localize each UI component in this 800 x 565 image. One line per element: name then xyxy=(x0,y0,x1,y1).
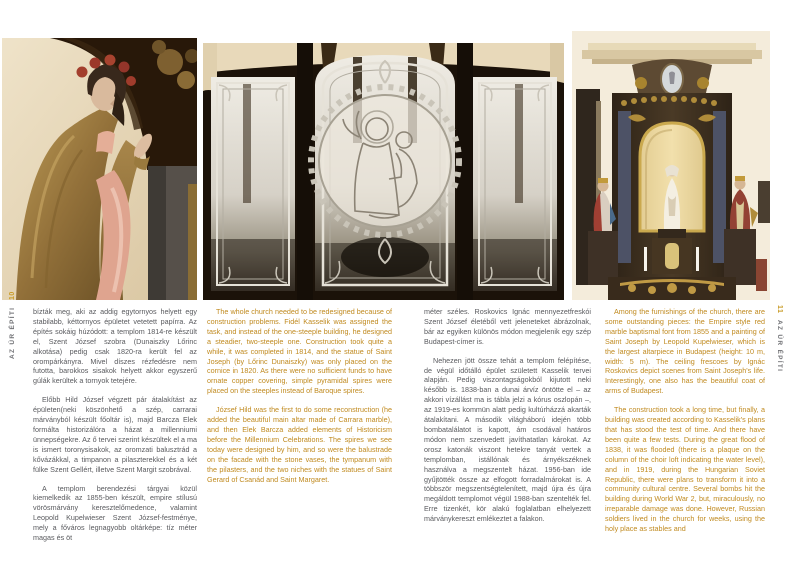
right-page-margin-label xyxy=(776,305,783,373)
column-english-right xyxy=(605,307,765,543)
statue-photo xyxy=(2,38,197,300)
paragraph: bízták meg, aki az addig egytornyos helyett egy stabilabb, kéttornyos épületet vetetett papírra. Az építés sokáig húzódott: a templom 1814-re készült el, Szent József szobra (Dunaiszky Lőrinc alkotása) pedig csak 1820-ra került fel az orompárkányra. Mivel díszes rézfedésre nem futotta, barokkos sisakok helyett akkor egyszerű gúlák kerültek a tornyok tetejére. xyxy=(33,307,197,386)
column-hungarian-right xyxy=(424,307,591,533)
column-english-left xyxy=(207,307,392,493)
altar-illustration xyxy=(572,31,770,300)
page-number: 11 xyxy=(776,305,783,314)
altar-photo xyxy=(572,31,770,300)
etched-glass-photo xyxy=(203,43,564,300)
statue-illustration xyxy=(2,38,197,300)
paragraph: A templom berendezési tárgyai közül kiemelkedik az 1855-ben készült, empire stílusú vörösmárvány keresztelőmedence, valamint Leopold Kupelwieser Szent József-festménye, mely a főváros legnagyobb oltárképe: tíz méter magas és öt xyxy=(33,483,197,543)
paragraph: The whole church needed to be redesigned because of construction problems. Fidél Kasselik was assigned the task, and instead of the one-steeple building, he designed a steadier, two-steeple one. Construction took quite a while, it was completed in 1814, and the statue of Saint Joseph (by Lőrinc Dunaiszky) was only placed on the cornice in 1820. As there were no sufficient funds to have ornate copper covering, simple pyramidal spires were placed on the steeples instead of Baroque spires. xyxy=(207,307,392,396)
chapter-title: AZ ÚR ÉPÍTI xyxy=(776,320,783,373)
paragraph: József Hild was the first to do some reconstruction (he added the beautiful main altar made of Carrara marble), and then Elek Barcza added elements of Historicism before the Millennium Celebrations. The spires we see today were designed by him, and so were the balustrade on the facade with the stone vases, the tympanum with the pilasters, and the two niches with the statues of Saint Gerard of Csanád and Saint Margaret. xyxy=(207,405,392,484)
column-hungarian-left xyxy=(33,307,197,552)
etched-glass-illustration xyxy=(203,43,564,300)
paragraph: Nehezen jött össze tehát a templom felépítése, de végül időtálló épület született Kasselik tervei alapján. Pedig viszontagságokból kijutott neki később is. 1838-ban a dunai árvíz öntötte el – az akkori vízállást ma is tábla jelzi a kórus oszlopán –, az 1919-es kommün alatt pedig kultúrházzá akarták átalakítani. A második világháború idején több bombatalálatot is kapott, ám csodával határos módon nem szenvedett javíthatatlan károkat. Az orosz katonák viszont hetekre tanyát vertek a templomban, istállónak és árnyékszéknek használva a megszentelt házat. 1956-ban ide gyűjtötték össze az elfogott forradalmárokat is. A többször megszentségtelenített, majd újra és újra megáldott templomot végül 1988-ban szentelték fel. Erre tizenkét, kör alakú foglalatban elhelyezett márványkereszt emlékeztet a falakon. xyxy=(424,355,591,524)
paragraph: méter széles. Roskovics Ignác mennyezetfreskói Szent József életéből vett jeleneteket ábrázolnak, bár az egyiken különös módon megjelenik egy szép Budapest-címer is. xyxy=(424,307,591,346)
paragraph: Among the furnishings of the church, there are some outstanding pieces: the Empire style red marble baptismal font from 1855 and a painting of Saint Joseph by Leopold Kupelwieser, which is the largest altarpiece in Budapest (height: 10 m, width: 5 m). The ceiling frescoes by Ignác Roskovics depict scenes from Saint Joseph's life. Interestingly, one also has the beautiful coat of arms of Budapest. xyxy=(605,307,765,396)
left-page-margin-label xyxy=(9,291,16,359)
page-number: 10 xyxy=(9,291,16,300)
paragraph: The construction took a long time, but finally, a building was created according to Kasselik's plans that has stood the test of time. And there have been quite a few tests. During the great flood of 1838, it was flooded (there is a plaque on the column of the choir loft indicating the water level), and in 1919, during the Hungarian Soviet Republic, there were plans to transform it into a community cultural centre. Several bombs hit the building during World War 2, but, miraculously, no irreparable damage was done. However, Russian soldiers lived in the church for weeks, using the holy place as stables and xyxy=(605,405,765,534)
paragraph: Előbb Hild József végzett pár átalakítást az épületen(neki köszönhető a szép, carrarai márványból készült főoltár is), majd Barcza Elek formálta historizálóra a házat a millenniumi ünnepségekre. Az ő tervei szerint készültek el a ma is ismert toronysisakok, az oromzati balusztrád a kővázákkal, a timpanon a pilaszterekkel és a két fülke Szent Gellért, illetve Szent Margit szobrával. xyxy=(33,395,197,474)
chapter-title: AZ ÚR ÉPÍTI xyxy=(9,306,16,360)
